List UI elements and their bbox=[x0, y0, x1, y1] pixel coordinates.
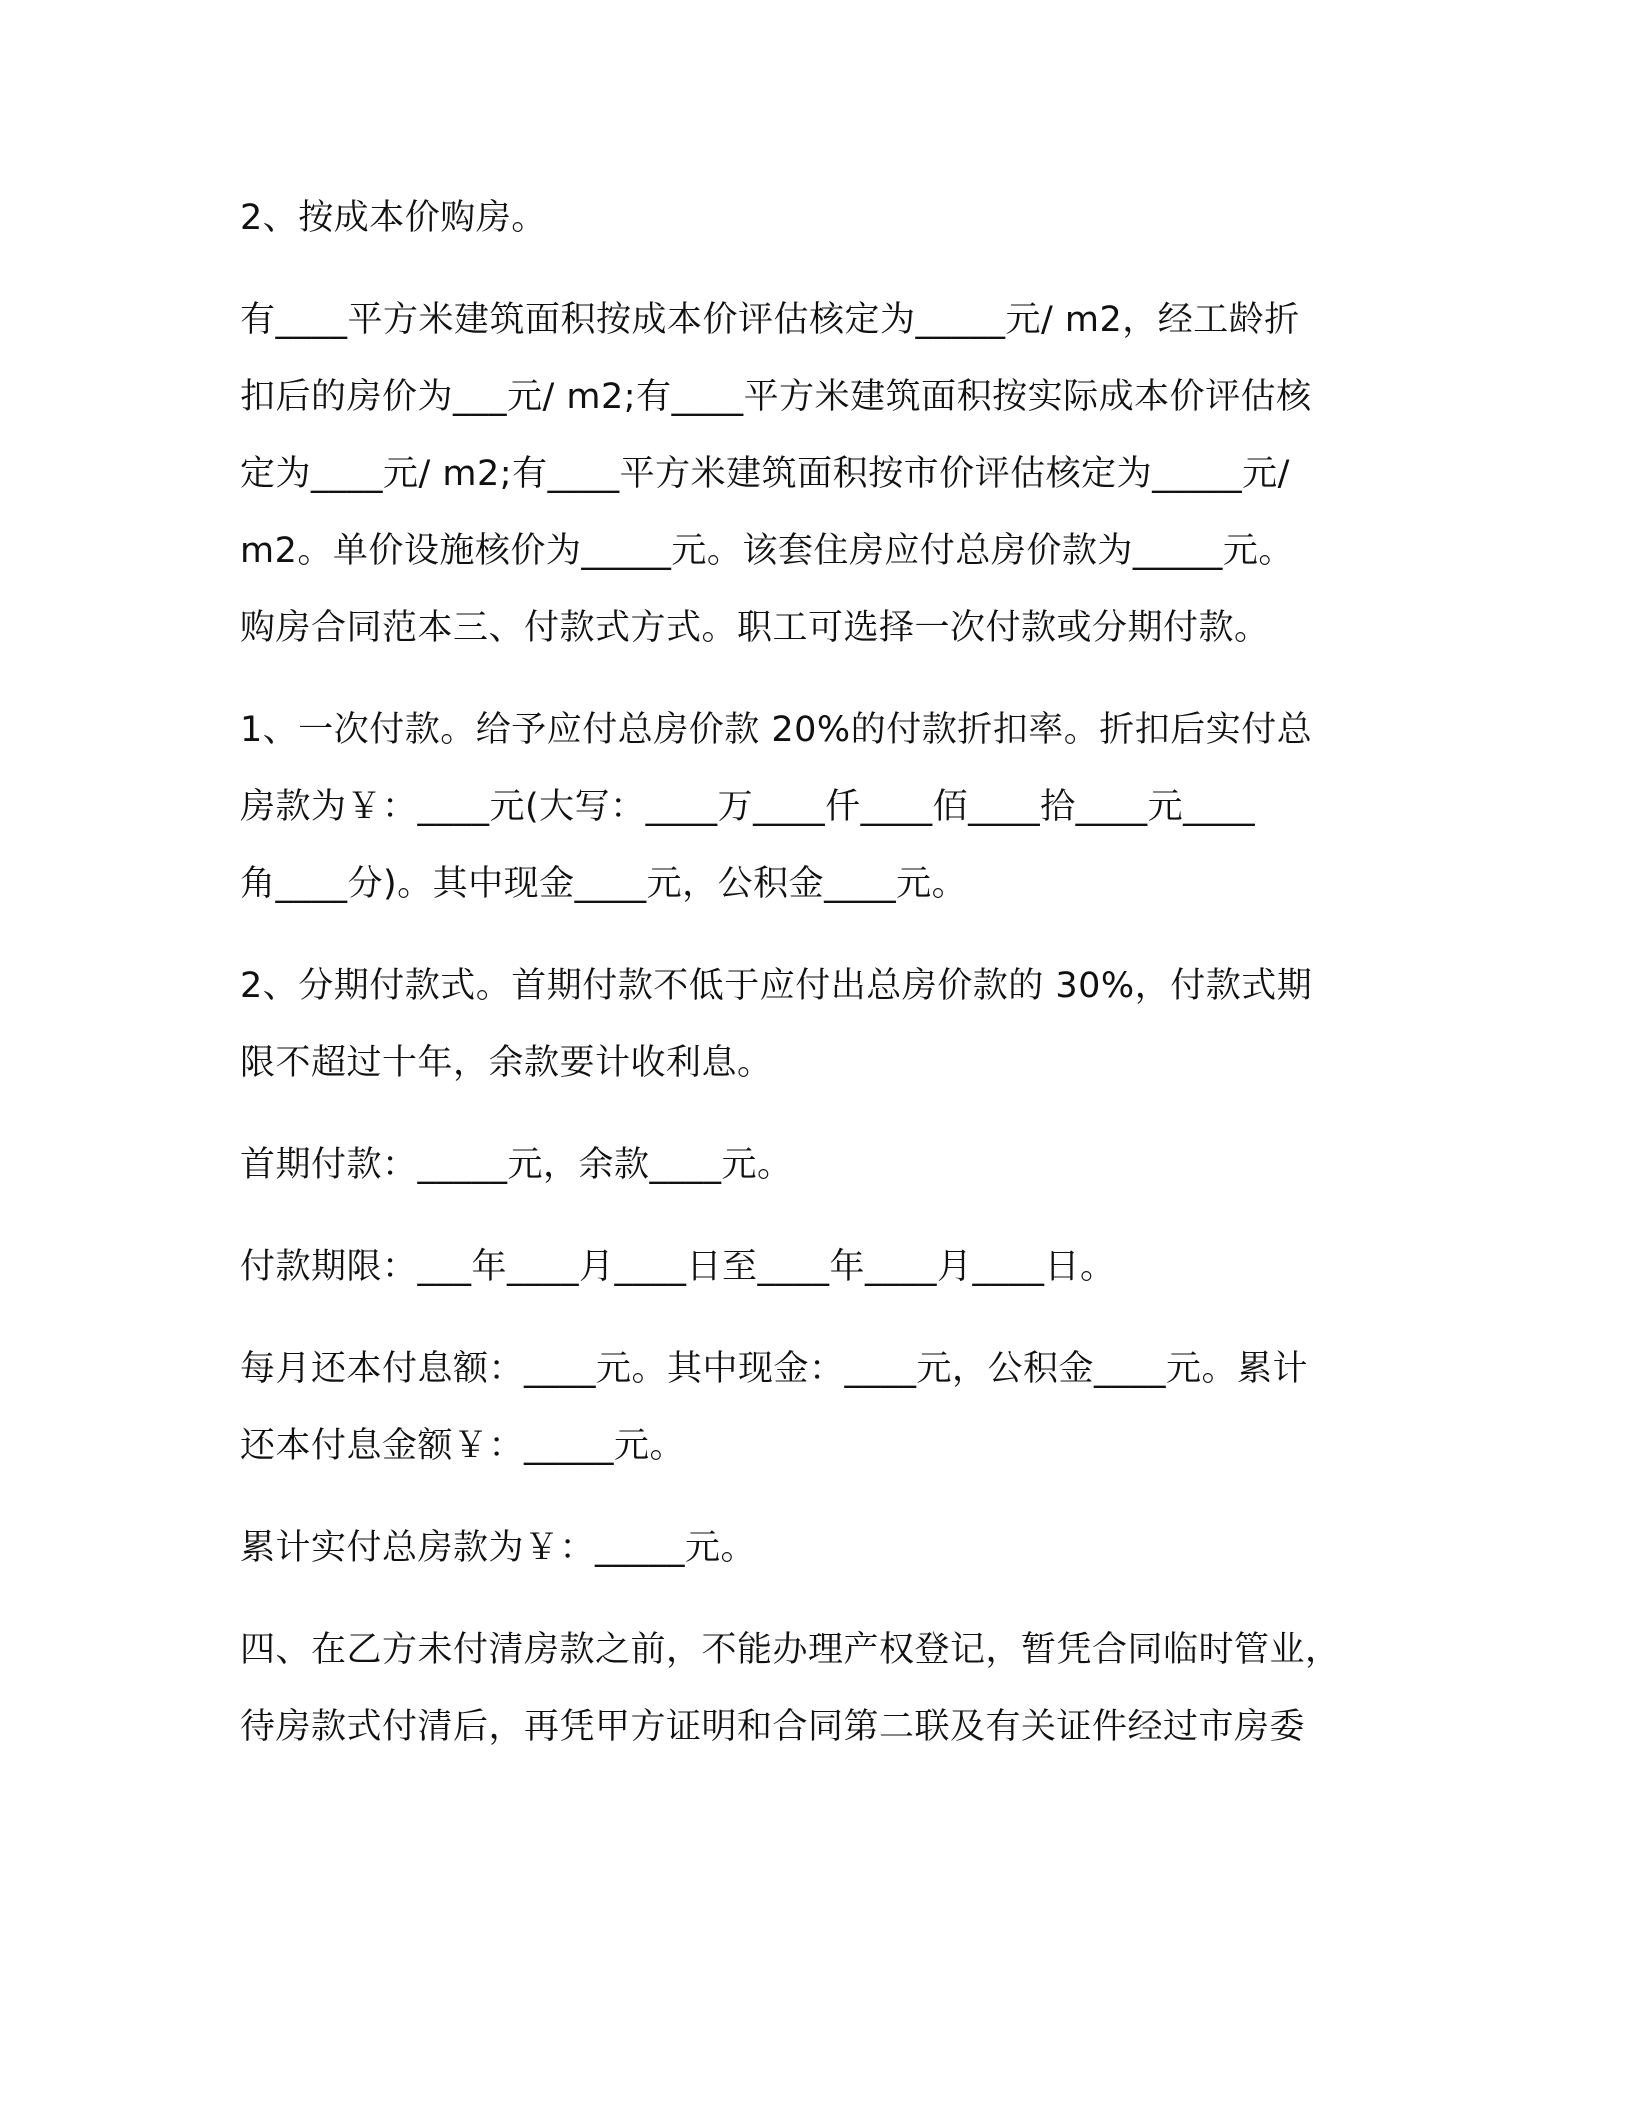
paragraph-line: 购房合同范本三、付款式方式。职工可选择一次付款或分期付款。 bbox=[240, 608, 1270, 648]
heading-cost-price-purchase: 2、按成本价购房。 bbox=[240, 198, 547, 238]
paragraph-line: 每月还本付息额：____元。其中现金：____元，公积金____元。累计 bbox=[240, 1349, 1309, 1389]
paragraph-line: 四、在乙方未付清房款之前，不能办理产权登记，暂凭合同临时管业， bbox=[240, 1630, 1341, 1670]
paragraph-line: 还本付息金额￥：_____元。 bbox=[240, 1426, 686, 1466]
paragraph-line: m2。单价设施核价为_____元。该套住房应付总房价款为_____元。 bbox=[240, 531, 1294, 571]
paragraph-line: 有____平方米建筑面积按成本价评估核定为_____元/ m2，经工龄折 bbox=[240, 300, 1300, 340]
paragraph-line: 角____分)。其中现金____元，公积金____元。 bbox=[240, 864, 968, 904]
paragraph-line: 房款为￥：____元(大写：____万____仟____佰____拾____元____ bbox=[240, 787, 1256, 827]
paragraph-line: 定为____元/ m2;有____平方米建筑面积按市价评估核定为_____元/ bbox=[240, 454, 1290, 494]
paragraph-line: 付款期限：___年____月____日至____年____月____日。 bbox=[240, 1247, 1116, 1287]
paragraph-line: 2、分期付款式。首期付款不低于应付出总房价款的 30%，付款式期 bbox=[240, 966, 1313, 1006]
paragraph-line: 待房款式付清后，再凭甲方证明和合同第二联及有关证件经过市房委 bbox=[240, 1707, 1306, 1747]
paragraph-line: 累计实付总房款为￥：_____元。 bbox=[240, 1528, 757, 1568]
paragraph-line: 限不超过十年，余款要计收利息。 bbox=[240, 1043, 773, 1083]
paragraph-line: 扣后的房价为___元/ m2;有____平方米建筑面积按实际成本价评估核 bbox=[240, 377, 1312, 417]
paragraph-line: 首期付款：_____元，余款____元。 bbox=[240, 1145, 793, 1185]
paragraph-line: 1、一次付款。给予应付总房价款 20%的付款折扣率。折扣后实付总 bbox=[240, 710, 1313, 750]
